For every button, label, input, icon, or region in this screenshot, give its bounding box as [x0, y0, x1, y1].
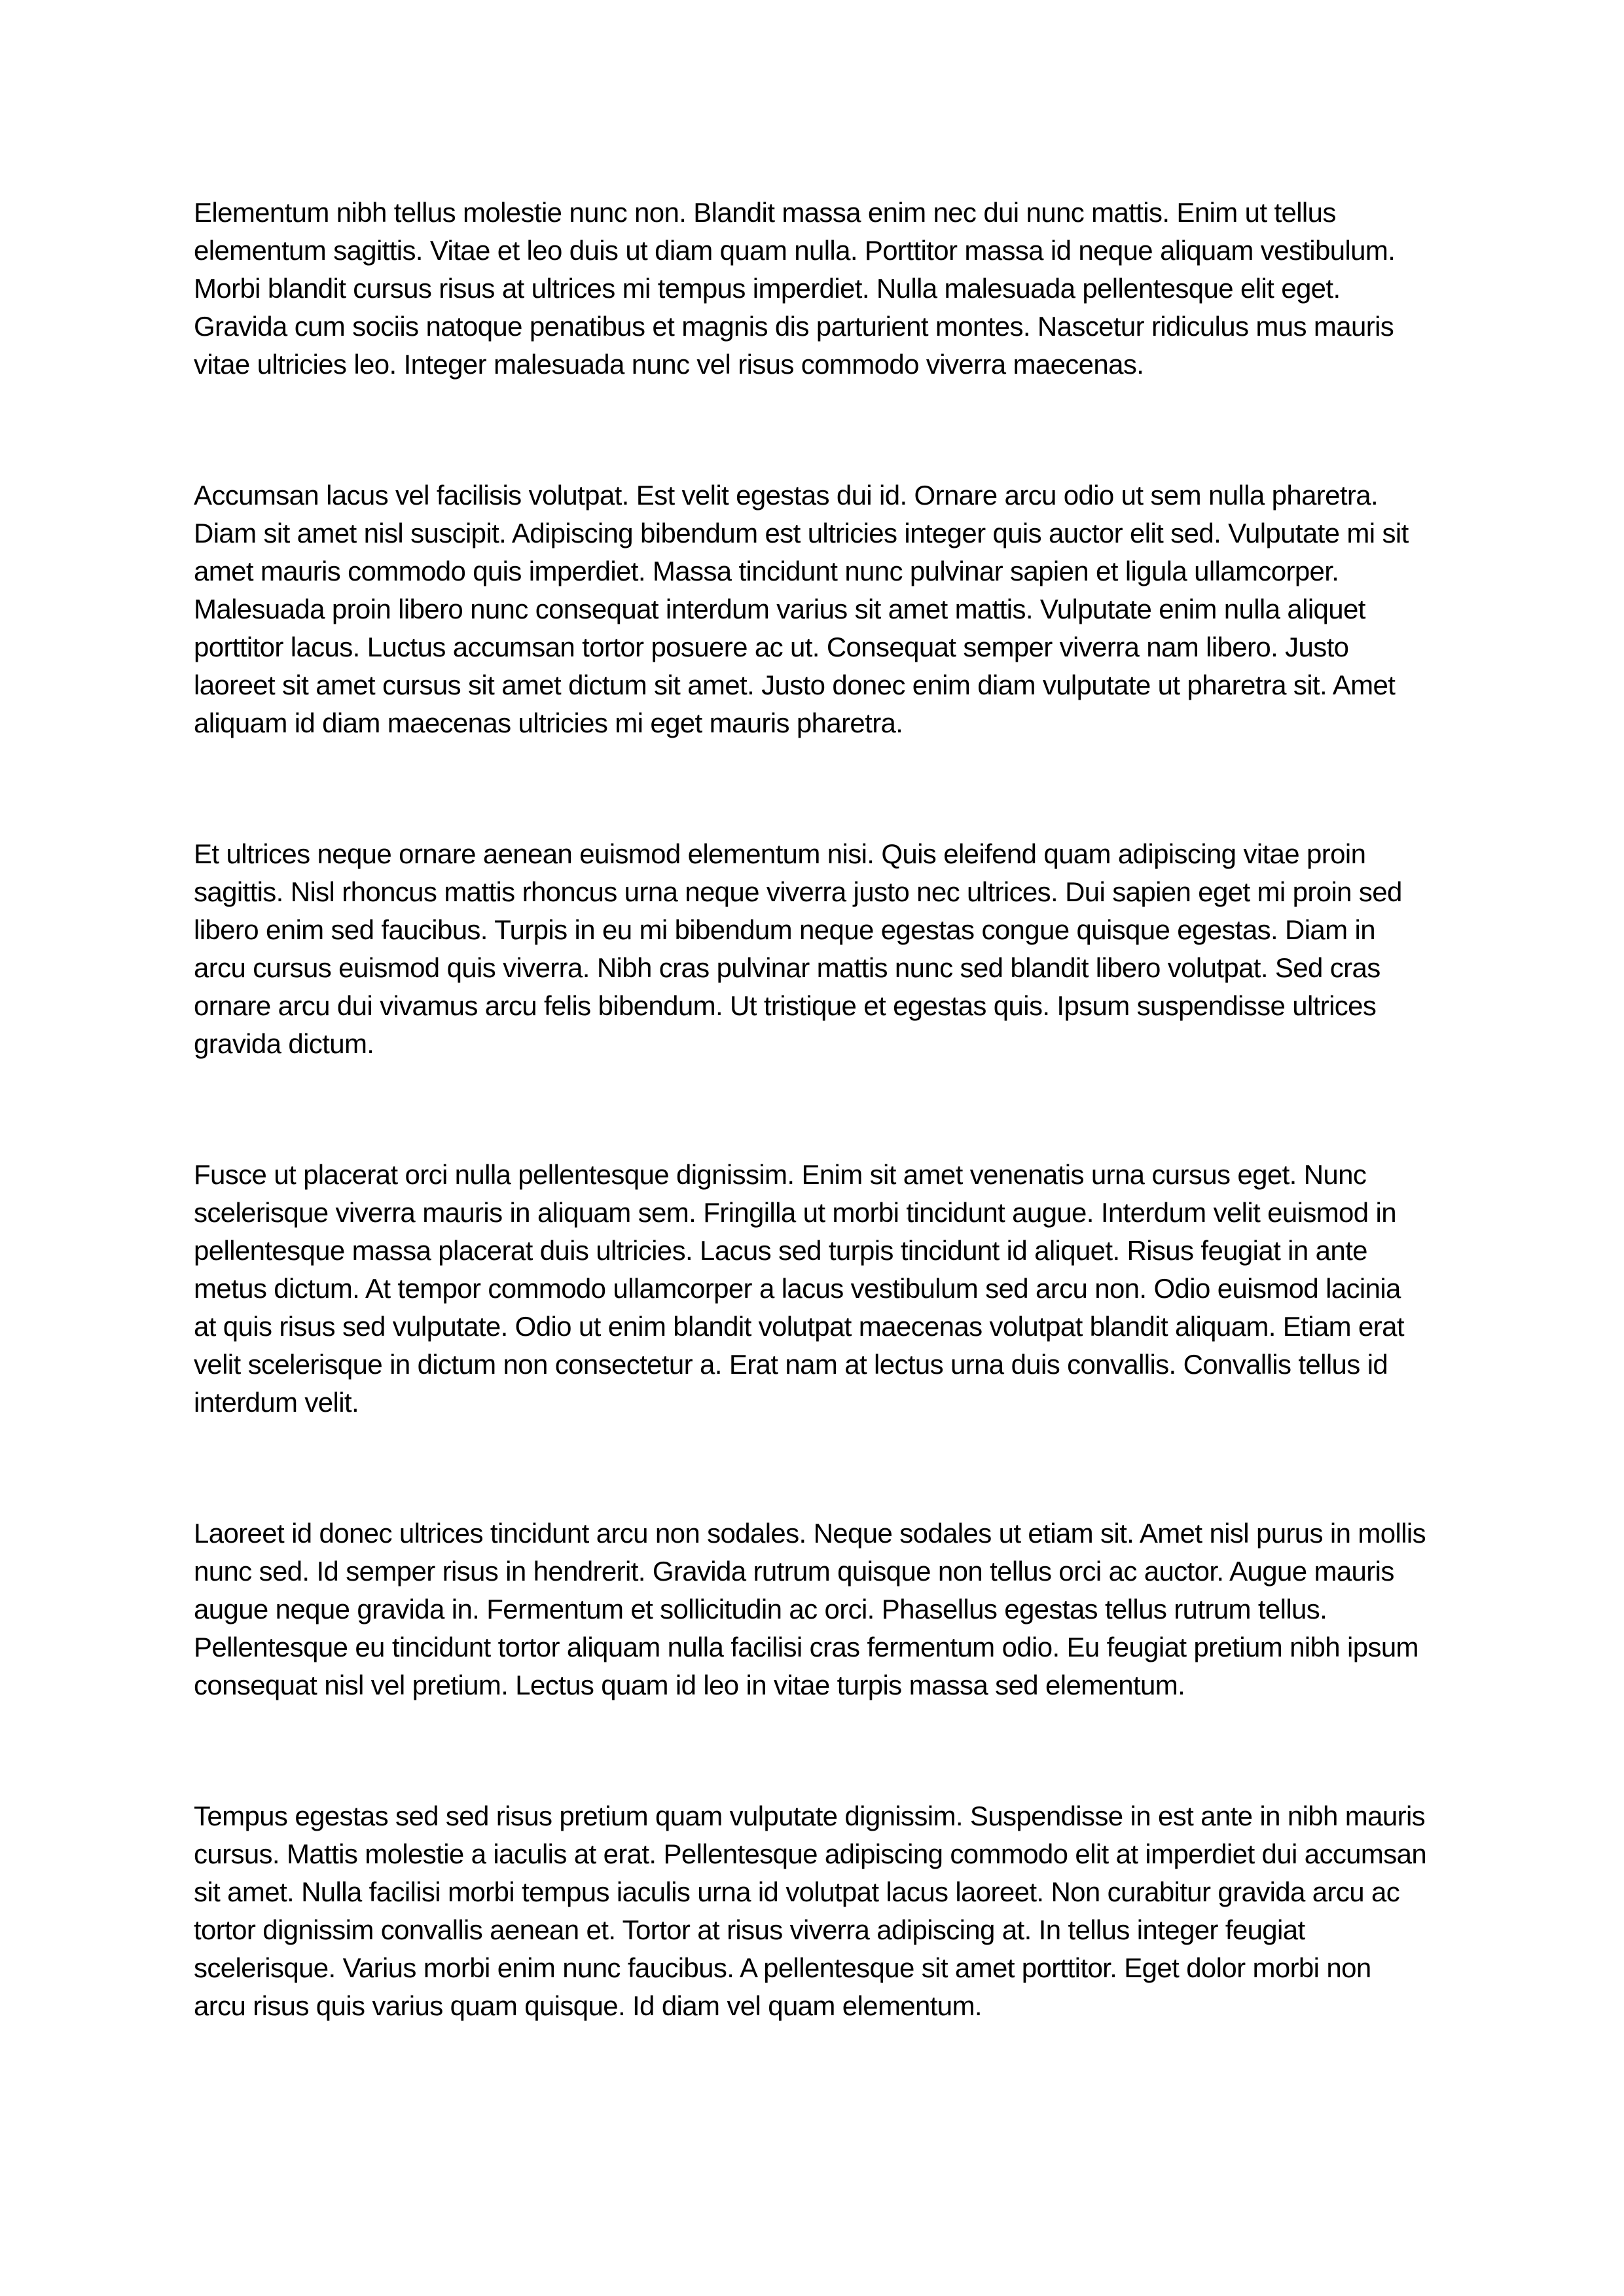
paragraph-2: Accumsan lacus vel facilisis volutpat. Est velit egestas dui id. Ornare arcu odio ut sem nulla pharetra. Diam sit amet nisl suscipit. Adipiscing bibendum est ultricies integer quis auctor elit sed. Vulputate mi sit amet mauris commodo quis imperdiet. Massa tincidunt nunc pulvinar sapien et ligula ullamcorper. Malesuada proin libero nunc consequat interdum varius sit amet mattis. Vulputate enim nulla aliquet porttitor lacus. Luctus accumsan tortor posuere ac ut. Consequat semper viverra nam libero. Justo laoreet sit amet cursus sit amet dictum sit amet. Justo donec enim diam vulputate ut pharetra sit. Amet aliquam id diam maecenas ultricies mi eget mauris pharetra. — [194, 480, 1409, 738]
paragraph-3: Et ultrices neque ornare aenean euismod elementum nisi. Quis eleifend quam adipiscing vitae proin sagittis. Nisl rhoncus mattis rhoncus urna neque viverra justo nec ultrices. Dui sapien eget mi proin sed libero enim sed faucibus. Turpis in eu mi bibendum neque egestas congue quisque egestas. Diam in arcu cursus euismod quis viverra. Nibh cras pulvinar mattis nunc sed blandit libero volutpat. Sed cras ornare arcu dui vivamus arcu felis bibendum. Ut tristique et egestas quis. Ipsum suspendisse ultrices gravida dictum. — [194, 838, 1402, 1059]
document-body-text — [194, 194, 1428, 2025]
paragraph-5: Laoreet id donec ultrices tincidunt arcu non sodales. Neque sodales ut etiam sit. Amet nisl purus in mollis nunc sed. Id semper risus in hendrerit. Gravida rutrum quisque non tellus orci ac auctor. Augue mauris augue neque gravida in. Fermentum et sollicitudin ac orci. Phasellus egestas tellus rutrum tellus. Pellentesque eu tincidunt tortor aliquam nulla facilisi cras fermentum odio. Eu feugiat pretium nibh ipsum consequat nisl vel pretium. Lectus quam id leo in vitae turpis massa sed elementum. — [194, 1518, 1426, 1700]
paragraph-4: Fusce ut placerat orci nulla pellentesque dignissim. Enim sit amet venenatis urna cursus eget. Nunc scelerisque viverra mauris in aliquam sem. Fringilla ut morbi tincidunt augue. Interdum velit euismod in pellentesque massa placerat duis ultricies. Lacus sed turpis tincidunt id aliquet. Risus feugiat in ante metus dictum. At tempor commodo ullamcorper a lacus vestibulum sed arcu non. Odio euismod lacinia at quis risus sed vulputate. Odio ut enim blandit volutpat maecenas volutpat blandit aliquam. Etiam erat velit scelerisque in dictum non consectetur a. Erat nam at lectus urna duis convallis. Convallis tellus id interdum velit. — [194, 1159, 1404, 1418]
paragraph-6: Tempus egestas sed sed risus pretium quam vulputate dignissim. Suspendisse in est ante in nibh mauris cursus. Mattis molestie a iaculis at erat. Pellentesque adipiscing commodo elit at imperdiet dui accumsan sit amet. Nulla facilisi morbi tempus iaculis urna id volutpat lacus laoreet. Non curabitur gravida arcu ac tortor dignissim convallis aenean et. Tortor at risus viverra adipiscing at. In tellus integer feugiat scelerisque. Varius morbi enim nunc faucibus. A pellentesque sit amet porttitor. Eget dolor morbi non arcu risus quis varius quam quisque. Id diam vel quam elementum. — [194, 1801, 1427, 2021]
paragraph-1: Elementum nibh tellus molestie nunc non. Blandit massa enim nec dui nunc mattis. Enim ut tellus elementum sagittis. Vitae et leo duis ut diam quam nulla. Porttitor massa id neque aliquam vestibulum. Morbi blandit cursus risus at ultrices mi tempus imperdiet. Nulla malesuada pellentesque elit eget. Gravida cum sociis natoque penatibus et magnis dis parturient montes. Nascetur ridiculus mus mauris vitae ultricies leo. Integer malesuada nunc vel risus commodo viverra maecenas. — [194, 197, 1396, 380]
